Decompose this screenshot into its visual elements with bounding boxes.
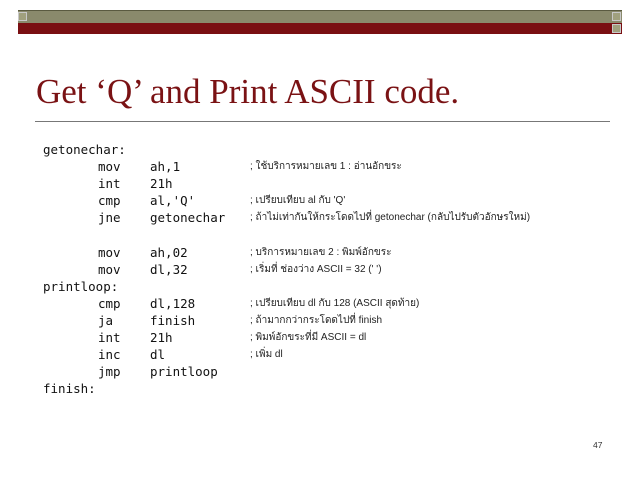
title-divider: [35, 121, 610, 122]
code-opcode: mov: [98, 261, 121, 277]
corner-square-right-top-icon: [612, 12, 621, 21]
page-number: 47: [593, 440, 603, 450]
code-label: getonechar:: [43, 142, 126, 157]
code-opcode: jmp: [98, 364, 121, 380]
code-opcode: ja: [98, 313, 114, 328]
code-label: printloop:: [43, 278, 119, 294]
code-comment: ; เปรียบเทียบ al กับ 'Q': [250, 195, 346, 207]
code-opcode: cmp: [98, 295, 121, 311]
code-comment: ; ถ้าไม่เท่ากันให้กระโดดไปที่ getonechar (กลับไปรับตัวอักษรใหม่): [250, 212, 531, 224]
code-comment: ; บริการหมายเลข 2 : พิมพ์อักขระ: [250, 246, 392, 258]
code-operand: ah,1: [150, 159, 181, 175]
code-operand: ah,02: [150, 244, 188, 260]
corner-square-right-bottom-icon: [612, 24, 621, 33]
header-bar-olive: [18, 10, 622, 24]
code-operand: 21h: [150, 176, 173, 192]
code-operand: dl: [150, 347, 166, 363]
code-opcode: jne: [98, 210, 121, 226]
code-opcode: int: [98, 330, 121, 346]
code-operand: printloop: [150, 364, 218, 380]
code-comment: ; ใช้บริการหมายเลข 1 : อ่านอักขระ: [250, 161, 402, 173]
code-label: finish:: [43, 381, 96, 397]
code-comment: ; ถ้ามากกว่ากระโดดไปที่ finish: [250, 315, 383, 326]
code-opcode: inc: [98, 347, 121, 363]
code-opcode: int: [98, 176, 121, 192]
code-comment: ; พิมพ์อักขระที่มี ASCII = dl: [250, 332, 367, 344]
code-operand: dl,32: [150, 261, 188, 277]
header-bar: [18, 10, 622, 34]
header-bar-maroon: [18, 23, 622, 34]
code-comment: ; เริ่มที่ ช่องว่าง ASCII = 32 (' '): [250, 263, 382, 275]
code-operand: finish: [150, 313, 196, 328]
code-comment: ; เพิ่ม dl: [250, 349, 283, 361]
code-operand: al,'Q': [150, 193, 196, 209]
code-opcode: mov: [98, 244, 121, 260]
slide-title: Get ‘Q’ and Print ASCII code.: [36, 72, 460, 111]
code-operand: getonechar: [150, 210, 226, 226]
code-operand: dl,128: [150, 295, 196, 311]
code-opcode: cmp: [98, 193, 121, 209]
code-comment: ; เปรียบเทียบ dl กับ 128 (ASCII สุดท้าย): [250, 297, 420, 309]
corner-square-left-icon: [18, 12, 27, 21]
code-opcode: mov: [98, 159, 121, 175]
code-operand: 21h: [150, 330, 173, 346]
